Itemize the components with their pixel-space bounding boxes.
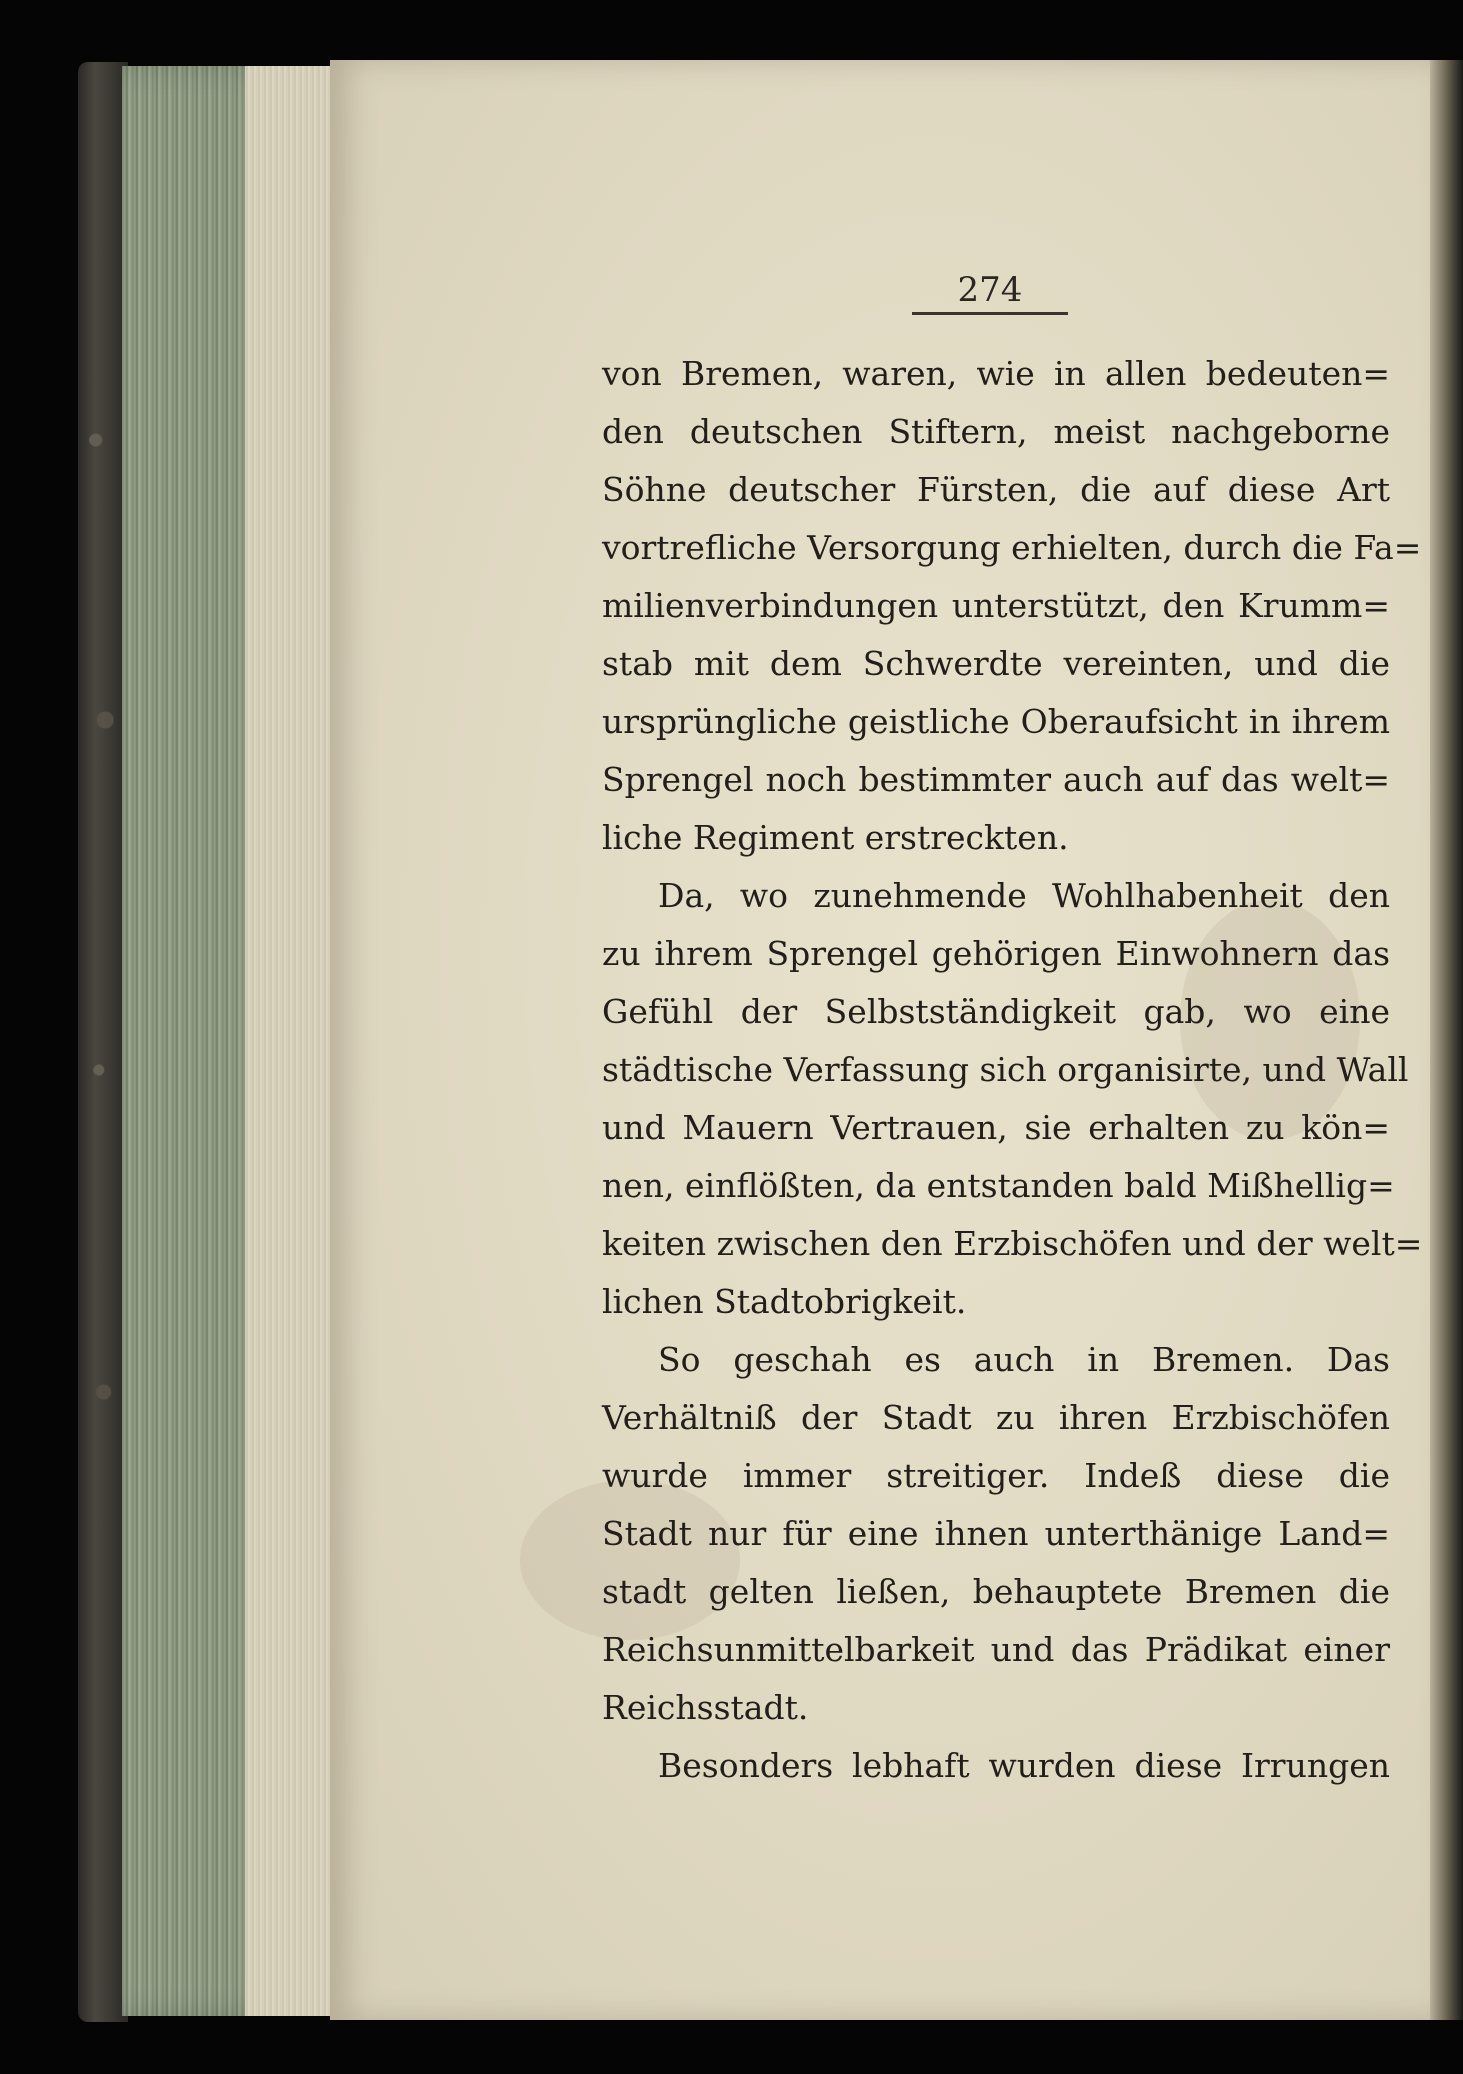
text-line: zu ihrem Sprengel gehörigen Einwohnern das [602,934,1390,973]
cover-wear [86,300,118,1700]
text-line: Söhne deutscher Fürsten, die auf diese Art [602,470,1390,509]
page-edges-inner [245,66,335,2016]
text-line: milienverbindungen unterstützt, den Krumm= [602,586,1390,625]
text-line: stadt gelten ließen, behauptete Bremen die [602,1572,1390,1611]
page-gutter [1430,60,1463,2020]
text-line: Da, wo zunehmende Wohlhabenheit den [658,876,1390,915]
text-line: Besonders lebhaft wurden diese Irrungen [658,1746,1390,1785]
text-line: So geschah es auch in Bremen. Das [658,1340,1390,1379]
text-line: Reichsstadt. [602,1688,809,1727]
text-line: städtische Verfassung sich organisirte, und Wall [602,1050,1409,1089]
header-rule [912,312,1068,315]
text-line: vortrefliche Versorgung erhielten, durch die Fa= [602,528,1422,567]
text-line: stab mit dem Schwerdte vereinten, und die [602,644,1390,683]
text-line: von Bremen, waren, wie in allen bedeuten= [602,354,1390,393]
text-line: keiten zwischen den Erzbischöfen und der welt= [602,1224,1423,1263]
text-line: wurde immer streitiger. Indeß diese die [602,1456,1390,1495]
text-line: liche Regiment erstreckten. [602,818,1069,857]
body-text [602,345,1423,1795]
text-line: den deutschen Stiftern, meist nachgeborne [602,412,1390,451]
text-line: nen, einflößten, da entstanden bald Mißhellig= [602,1166,1395,1205]
text-line: Reichsunmittelbarkeit und das Prädikat einer [602,1630,1390,1669]
text-line: ursprüngliche geistliche Oberaufsicht in ihrem [602,702,1390,741]
page-number: 274 [957,270,1023,310]
text-line: Sprengel noch bestimmter auch auf das welt= [602,760,1390,799]
text-line: lichen Stadtobrigkeit. [602,1282,967,1321]
text-line: und Mauern Vertrauen, sie erhalten zu kön= [602,1108,1390,1147]
text-line: Stadt nur für eine ihnen unterthänige Land= [602,1514,1390,1553]
text-line: Gefühl der Selbstständigkeit gab, wo eine [602,992,1390,1031]
text-line: Verhältniß der Stadt zu ihren Erzbischöfen [602,1398,1390,1437]
